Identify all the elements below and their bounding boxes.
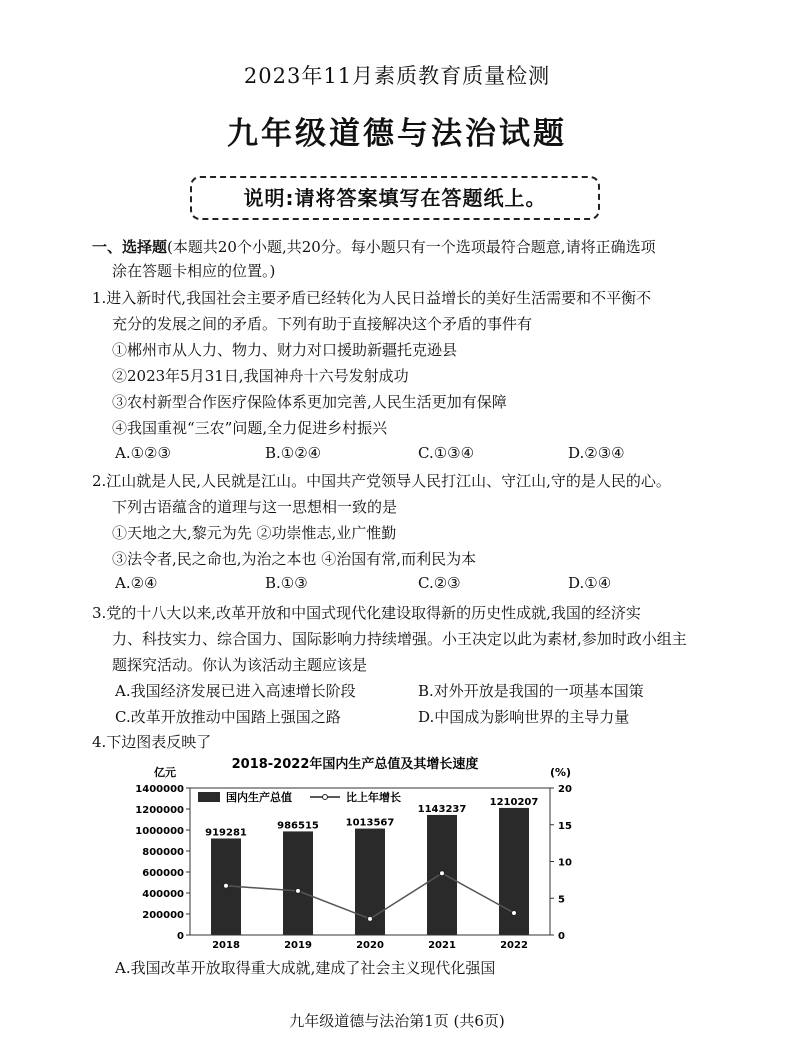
q2-items-line1: ①天地之大,黎元为先 ②功崇惟志,业广惟勤	[112, 524, 397, 542]
legend-bar-swatch	[198, 792, 220, 802]
chart-ylabel-left: 亿元	[154, 766, 176, 779]
q1-option-a: A.①②③	[115, 444, 171, 462]
left-tick-label: 1200000	[135, 805, 184, 816]
section-instruction-line2: 涂在答题卡相应的位置。)	[112, 262, 276, 280]
right-tick-label: 5	[558, 894, 565, 906]
q1-stem-line1: 1.进入新时代,我国社会主要矛盾已经转化为人民日益增长的美好生活需要和不平衡不	[92, 289, 652, 307]
q1-item-4: ④我国重视“三农”问题,全力促进乡村振兴	[112, 419, 388, 437]
x-tick-label: 2021	[428, 940, 456, 951]
right-tick-label: 15	[558, 820, 572, 832]
gdp-bar-label: 1013567	[345, 817, 395, 829]
q2-stem-line2: 下列古语蕴含的道理与这一思想相一致的是	[112, 498, 398, 516]
x-tick-label: 2020	[356, 940, 384, 951]
q1-stem-line2: 充分的发展之间的矛盾。下列有助于直接解决这个矛盾的事件有	[112, 315, 533, 333]
left-tick-label: 1400000	[135, 784, 184, 795]
q4-stem: 4.下边图表反映了	[92, 733, 212, 751]
x-tick-label: 2022	[500, 940, 528, 951]
legend-bar-label: 国内生产总值	[226, 791, 292, 804]
gdp-bar-label: 1143237	[417, 803, 467, 815]
section-heading: 一、选择题	[92, 238, 168, 256]
q2-option-d: D.①④	[568, 574, 612, 592]
right-tick-label: 0	[558, 931, 565, 942]
q2-option-b: B.①③	[265, 574, 308, 592]
section-instruction	[92, 236, 656, 258]
left-tick-label: 400000	[142, 889, 184, 900]
right-tick-label: 20	[558, 784, 572, 795]
page-footer: 九年级道德与法治第1页 (共6页)	[289, 1012, 505, 1030]
q2-option-a: A.②④	[115, 574, 158, 592]
q1-option-c: C.①③④	[418, 444, 475, 462]
legend-line-marker	[323, 795, 328, 800]
growth-point	[512, 910, 517, 915]
q1-option-d: D.②③④	[568, 444, 625, 462]
answer-note: 说明:请将答案填写在答题纸上。	[190, 176, 600, 220]
left-tick-label: 600000	[142, 868, 184, 879]
legend-line-label: 比上年增长	[346, 791, 401, 804]
q2-items-line2: ③法令者,民之命也,为治之本也 ④治国有常,而利民为本	[112, 550, 477, 568]
x-tick-label: 2018	[212, 940, 240, 951]
growth-point	[224, 883, 229, 888]
gdp-bar	[283, 831, 313, 935]
q1-option-b: B.①②④	[265, 444, 322, 462]
q3-option-a: A.我国经济发展已进入高速增长阶段	[115, 682, 356, 700]
gdp-bar-label: 919281	[205, 827, 247, 839]
q1-item-1: ①郴州市从人力、物力、财力对口援助新疆托克逊县	[112, 341, 458, 359]
q3-stem-line1: 3.党的十八大以来,改革开放和中国式现代化建设取得新的历史性成就,我国的经济实	[92, 604, 641, 622]
q1-item-2: ②2023年5月31日,我国神舟十六号发射成功	[112, 367, 409, 385]
left-tick-label: 0	[177, 931, 184, 942]
gdp-bar-label: 986515	[277, 820, 319, 832]
q3-option-b: B.对外开放是我国的一项基本国策	[418, 682, 644, 700]
q3-stem-line3: 题探究活动。你认为该活动主题应该是	[112, 656, 368, 674]
q3-option-d: D.中国成为影响世界的主导力量	[418, 708, 630, 726]
left-tick-label: 1000000	[135, 826, 184, 837]
growth-point	[296, 888, 301, 893]
right-tick-label: 10	[558, 857, 572, 869]
q1-item-3: ③农村新型合作医疗保险体系更加完善,人民生活更加有保障	[112, 393, 507, 411]
q4-option-a: A.我国改革开放取得重大成就,建成了社会主义现代化强国	[115, 959, 496, 977]
left-tick-label: 800000	[142, 847, 184, 858]
q3-stem-line2: 力、科技实力、综合国力、国际影响力持续增强。小王决定以此为素材,参加时政小组主	[112, 630, 687, 648]
x-tick-label: 2019	[284, 940, 312, 951]
left-tick-label: 200000	[142, 910, 184, 921]
growth-point	[440, 871, 445, 876]
growth-point	[368, 916, 373, 921]
subject-title: 九年级道德与法治试题	[227, 116, 567, 152]
q3-option-c: C.改革开放推动中国踏上强国之路	[115, 708, 341, 726]
section-instruction-line1: (本题共20个小题,共20分。每小题只有一个选项最符合题意,请将正确选项	[167, 238, 656, 256]
exam-title: 2023年11月素质教育质量检测	[243, 64, 551, 88]
q2-option-c: C.②③	[418, 574, 461, 592]
chart-title: 2018-2022年国内生产总值及其增长速度	[231, 757, 479, 772]
chart-ylabel-right: (%)	[550, 766, 572, 779]
gdp-bar-label: 1210207	[489, 796, 539, 808]
q2-stem-line1: 2.江山就是人民,人民就是江山。中国共产党领导人民打江山、守江山,守的是人民的心。	[92, 472, 671, 490]
gdp-chart	[110, 752, 600, 957]
